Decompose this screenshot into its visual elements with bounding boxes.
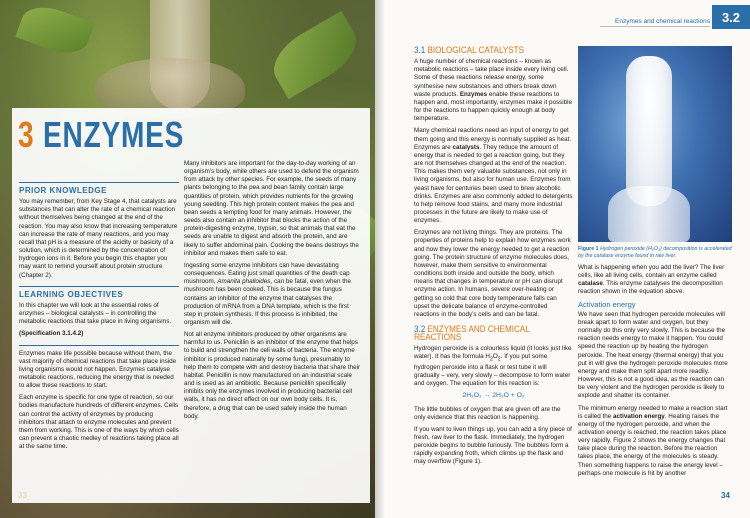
right-column-2 <box>578 264 731 482</box>
section-tab: 3.2 <box>712 5 750 29</box>
section-title: BIOLOGICAL CATALYSTS <box>427 45 525 55</box>
metabolic-reactions-paragraph <box>414 58 573 123</box>
page-number-right: 34 <box>721 491 730 500</box>
flask <box>608 186 690 242</box>
learning-objectives-text: In this chapter we will look at the essential roles of enzymes – biological catalysts – in controlling the metabolic reactions that take place in living organisms. <box>19 301 172 326</box>
penicillin-paragraph: Not all enzyme inhibitors produced by other organisms are harmful to us. Penicillin is an inhibitor of the enzyme that helps to build and strengthen the cell walls of bacteria. The enzyme inhibitor is produced naturally by some fungi, presumably to help them to compete with and destroy bacteria that share their habitat. Penicillin is now manufactured on an industrial scale and is used as an antibiotic. Because penicillin specifically inhibits only the enzymes involved in producing bacterial cell walls, it has no direct effect on our own body cells. It is, therefore, a drug that can be used safely inside the human body. <box>184 331 361 420</box>
section-title: ENZYMES AND CHEMICAL REACTIONS <box>414 324 530 343</box>
section-heading-enzymes-reactions <box>414 325 557 341</box>
chapter-title-word: ENZYMES <box>42 114 185 155</box>
figure-1-caption <box>578 246 732 259</box>
text-span: . This enzyme catalyses the decomposition reaction shown in the equation above. <box>578 280 723 296</box>
text-span: Ingesting some enzyme inhibitors can have devastating consequences. Eating just small quantities of the death cap mushroom, <box>184 261 350 286</box>
species-name: Amanita phalloides <box>217 278 271 286</box>
section-number: 3.2 <box>414 324 426 334</box>
section-number: 3.1 <box>414 45 426 55</box>
text-span: What is happening when you add the liver? The liver cells, like all living cells, contain an enzyme called <box>578 264 725 280</box>
page-number-left: 33 <box>18 491 27 500</box>
text-span: . If you put some hydrogen peroxide into a flask or test tube it will gradually – very, very slowly – decompose to form water and oxygen. The equation for this reaction is: <box>414 353 571 388</box>
left-column-2 <box>184 160 362 425</box>
catalysts-paragraph <box>414 127 573 225</box>
background-leaf <box>15 0 94 61</box>
catalase-paragraph <box>578 264 731 297</box>
text-span: . Heating raises the energy of the hydrogen peroxide, and when the activation energy is reached, the reaction takes place very rapidly. Figure 2 shows the energy changes that take place during the reaction. Before the reaction takes place, the energy of the molecules is steady. Then something happens to raise the energy level – perhaps one molecule is hit by another <box>578 412 727 477</box>
divider <box>19 286 179 287</box>
foam-column <box>626 56 672 206</box>
intro-paragraph-1: Enzymes make life possible because without them, the vast majority of chemical reactions that take place inside living organisms would not happen. Enzymes catalyse metabolic reactions, reducing the energy that is needed to allow these reactions to start. <box>19 349 177 390</box>
text-span: The minimum energy needed to make a reaction start is called the <box>578 404 728 420</box>
left-column-1 <box>19 176 179 455</box>
liver-paragraph: If you want to liven things up, you can add a tiny piece of fresh, raw liver to the flask. Immediately, the hydrogen peroxide begins to bubble furiously. The bubbles form a rapidly expanding froth, which climbs up the flask and may overflow (Figure 1). <box>414 425 572 466</box>
text-span: enable these reactions to happen and, most importantly, enzymes make it possible for the reactions to happen quickly enough at body temperature. <box>414 90 573 123</box>
prior-knowledge-heading: PRIOR KNOWLEDGE <box>19 186 107 195</box>
divider <box>19 345 179 346</box>
header-rule <box>600 26 710 27</box>
activation-paragraph-1: We have seen that hydrogen peroxide molecules will break apart to form water and oxygen, but they normally do this only very slowly. This is because the reaction needs energy to make it happen. You could speed the reaction up by heating the hydrogen peroxide. The heat energy (thermal energy) that you put in will give the hydrogen peroxide molecules more energy and make them split apart more readily. However, this is not a good idea, as the reaction can be very violent and the hydrogen peroxide is likely to explode and shatter its container. <box>578 310 728 400</box>
key-term: catalysts <box>452 143 480 151</box>
subscript: 2 <box>489 356 493 363</box>
death-cap-paragraph <box>184 262 362 327</box>
proteins-paragraph: Enzymes are not living things. They are proteins. The properties of proteins help to explain how enzymes work and how they lower the energy needed to get a reaction going. The protein structure of enzyme molecules does, however, make them sensitive to environmental conditions both inside and outside the body, which means that changes in temperature or pH can disrupt enzyme action. In humans, severe over-heating or getting so cold that core body temperature falls can upset the delicate balance of enzyme-controlled reactions in the body’s cells and can be fatal. <box>414 229 571 318</box>
figure-1-photo <box>578 46 732 242</box>
text-span: . They reduce the amount of energy that is needed to get a reaction going, but they are not themselves changed at the end of the reaction. This makes them very valuable substances, not only in living organisms, but also for human use. Enzymes from yeast have for centuries been used to brew alcoholic drinks. Enzymes are also commonly added to detergents to help remove food stains, and many more industrial processes in the future are likely to make use of enzymes. <box>414 143 573 225</box>
activation-paragraph-2 <box>578 405 731 478</box>
text-span: O <box>492 353 498 361</box>
text-span: A huge number of chemical reactions – known as metabolic reactions – take place inside every living cell. Some of these reactions release energy, some synthesise new substances and others break down waste products. <box>414 58 569 98</box>
key-term: catalase <box>578 280 603 288</box>
running-header: Enzymes and chemical reactions <box>615 18 711 25</box>
page-gutter <box>375 0 385 518</box>
learning-objectives-heading: LEARNING OBJECTIVES <box>19 289 124 299</box>
text-span: Many chemical reactions need an input of energy to get them going and this energy is normally supplied as heat. Enzymes are <box>414 127 572 151</box>
inhibitors-paragraph: Many inhibitors are important for the day-to-day working of an organism’s body, while others are used to defend the organism from attack by other species. For example, the seeds of many plants belonging to the pea and bean family contain large quantities of protein, which provides nutrients for the growing young seedling. This high protein content makes the pea and bean seeds a tempting food for many animals. However, the seeds also contain an inhibitor that blocks the action of the protein-digesting enzyme, trypsin, so that animals that eat the seeds are unable to digest and absorb the protein, and are likely to suffer abdominal pain. Cooking the beans destroys the inhibitor and makes them safe to eat. <box>184 160 359 257</box>
chapter-number: 3 <box>18 114 35 155</box>
chapter-title <box>18 114 184 156</box>
background-leaf <box>264 11 367 99</box>
intro-paragraph-2: Each enzyme is specific for one type of reaction, so our bodies manufacture hundreds of different enzymes. Cells can control the activity of enzymes by producing inhibitors that attach to enzyme molecules and prevent them from working. This is one of the ways by which cells can prevent a chaotic medley of reactions taking place all at the same time. <box>19 394 179 451</box>
activation-energy-heading: Activation energy <box>578 299 636 309</box>
oxygen-bubbles-paragraph: The little bubbles of oxygen that are given off are the only evidence that this reaction is happening. <box>414 405 561 421</box>
divider <box>19 182 179 183</box>
text-span: , can be fatal, even when the mushroom has been cooked. This is because the fungus contains an inhibitor of the enzyme that catalyses the production of mRNA from a DNA template, which is the first step in protein synthesis. If this process is inhibited, the organism will die. <box>184 278 351 326</box>
text-span: Hydrogen peroxide is a colourless liquid (it looks just like water). It has the formula H <box>414 345 572 361</box>
key-term: activation energy <box>613 412 665 420</box>
figure-label: Figure 1 <box>578 246 599 252</box>
hydrogen-peroxide-paragraph <box>414 345 573 388</box>
key-term: Enzymes <box>459 90 488 98</box>
prior-knowledge-text: You may remember, from Key Stage 4, that catalysts are substances that can alter the rate of a chemical reaction without themselves being changed at the end of the reaction. You may also know that increasing temperature can increase the rate of many reactions, and you may recall that pH is a measure of the acidity or basicity of a solution, which is determined by the concentration of hydrogen ions in it. Before you begin this chapter you may want to remind yourself about protein structure (Chapter 2). <box>19 198 178 279</box>
section-heading-biological-catalysts <box>414 46 557 54</box>
caption-text: Hydrogen peroxide (H₂O₂) decomposition is accelerated by the catalase enzyme found in raw liver. <box>578 246 732 259</box>
specification-ref: (Specification 3.1.4.2) <box>19 330 84 338</box>
subscript: 2 <box>497 356 501 363</box>
decomposition-equation: 2H₂O₂ → 2H₂O + O₂ <box>462 392 525 400</box>
chapter-text-panel <box>12 108 370 503</box>
right-column-1 <box>414 44 573 471</box>
